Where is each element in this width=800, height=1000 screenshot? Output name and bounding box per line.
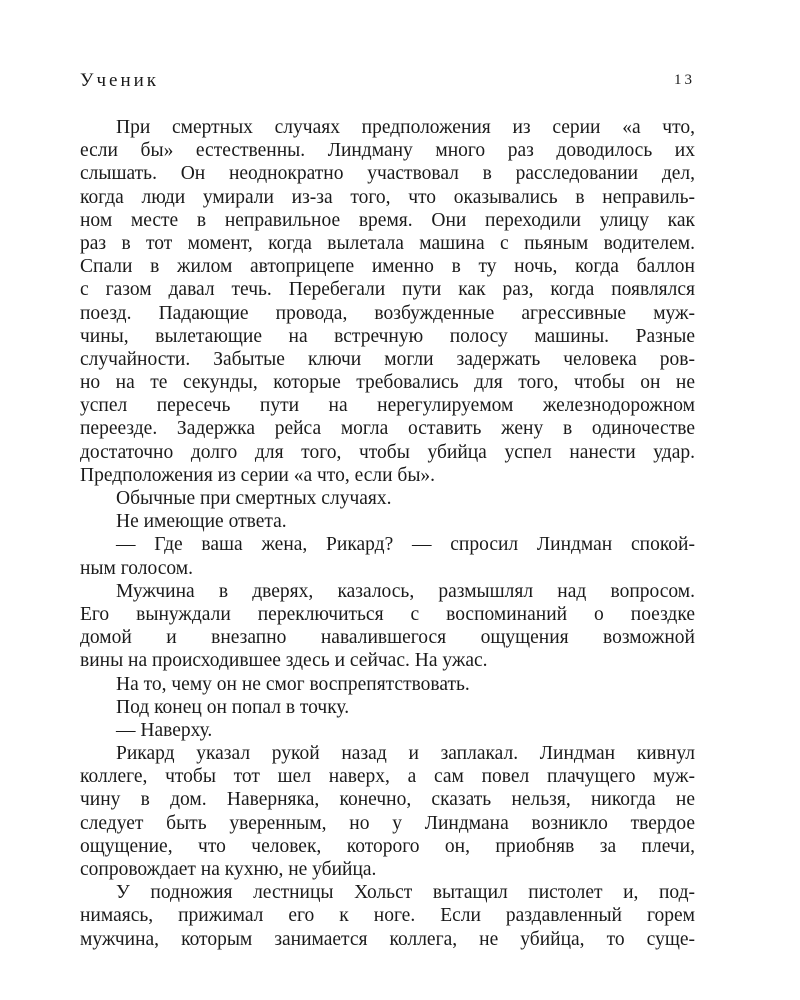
text-line: нимаясь, прижимал его к ноге. Если раздавленный горем <box>80 905 695 927</box>
text-line: коллеге, чтобы тот шел наверх, а сам повел плачущего муж- <box>80 766 695 788</box>
text-line: если бы» естественны. Линдману много раз доводилось их <box>80 140 695 162</box>
text-line: У подножия лестницы Хольст вытащил пистолет и, под- <box>116 882 695 904</box>
page-header <box>80 70 695 104</box>
text-line: Под конец он попал в точку. <box>116 696 350 718</box>
book-page <box>80 70 695 951</box>
text-line: раз в тот момент, когда вылетала машина с пьяным водителем. <box>80 232 695 254</box>
text-line: с газом давал течь. Перебегали пути как раз, когда появлялся <box>80 279 695 301</box>
text-line: следует быть уверенным, но у Линдмана возникло твердое <box>80 812 695 834</box>
text-line: Не имеющие ответа. <box>116 511 287 533</box>
text-line: мужчина, которым занимается коллега, не убийца, то суще- <box>80 928 695 950</box>
running-title: Ученик <box>80 70 160 91</box>
text-line: На то, чему он не смог воспрепятствовать. <box>116 673 470 695</box>
text-line: — Наверху. <box>116 719 213 741</box>
text-line: Его вынуждали переключиться с воспоминаний о поездке <box>80 603 695 625</box>
text-line: ощущение, что человек, которого он, приобняв за плечи, <box>80 835 695 857</box>
text-line: Обычные при смертных случаях. <box>116 488 392 509</box>
text-line: Рикард указал рукой назад и заплакал. Линдман кивнул <box>116 743 695 765</box>
text-line: достаточно долго для того, чтобы убийца успел нанести удар. <box>80 441 695 463</box>
text-line: поезд. Падающие провода, возбужденные агрессивные муж- <box>80 302 695 324</box>
text-line: случайности. Забытые ключи могли задержать человека ров- <box>80 348 695 370</box>
text-line: переезде. Задержка рейса могла оставить жену в одиночестве <box>80 418 695 440</box>
text-line: При смертных случаях предположения из серии «а что, <box>116 117 695 138</box>
text-line: домой и внезапно навалившегося ощущения возможной <box>80 627 695 649</box>
text-line: ным голосом. <box>80 557 193 579</box>
text-line: Мужчина в дверях, казалось, размышлял над вопросом. <box>116 580 695 602</box>
text-line: чину в дом. Наверняка, конечно, сказать нельзя, никогда не <box>80 789 695 811</box>
text-line: когда люди умирали из-за того, что оказывались в неправиль- <box>80 186 695 208</box>
body-text <box>80 116 695 951</box>
text-line: вины на происходившее здесь и сейчас. На ужас. <box>80 650 488 672</box>
text-line: слышать. Он неоднократно участвовал в расследовании дел, <box>80 163 695 185</box>
text-line: Предположения из серии «а что, если бы». <box>80 464 436 486</box>
text-line: успел пересечь пути на нерегулируемом железнодорожном <box>80 395 695 417</box>
text-line: — Где ваша жена, Рикард? — спросил Линдман спокой- <box>116 534 695 556</box>
text-line: ном месте в неправильное время. Они переходили улицу как <box>80 209 695 231</box>
page-number: 13 <box>674 72 695 88</box>
text-line: но на те секунды, которые требовались для того, чтобы он не <box>80 372 695 394</box>
text-line: сопровождает на кухню, не убийца. <box>80 859 377 880</box>
text-line: Спали в жилом автоприцепе именно в ту ночь, когда баллон <box>80 256 695 278</box>
text-line: чины, вылетающие на встречную полосу машины. Разные <box>80 325 695 347</box>
